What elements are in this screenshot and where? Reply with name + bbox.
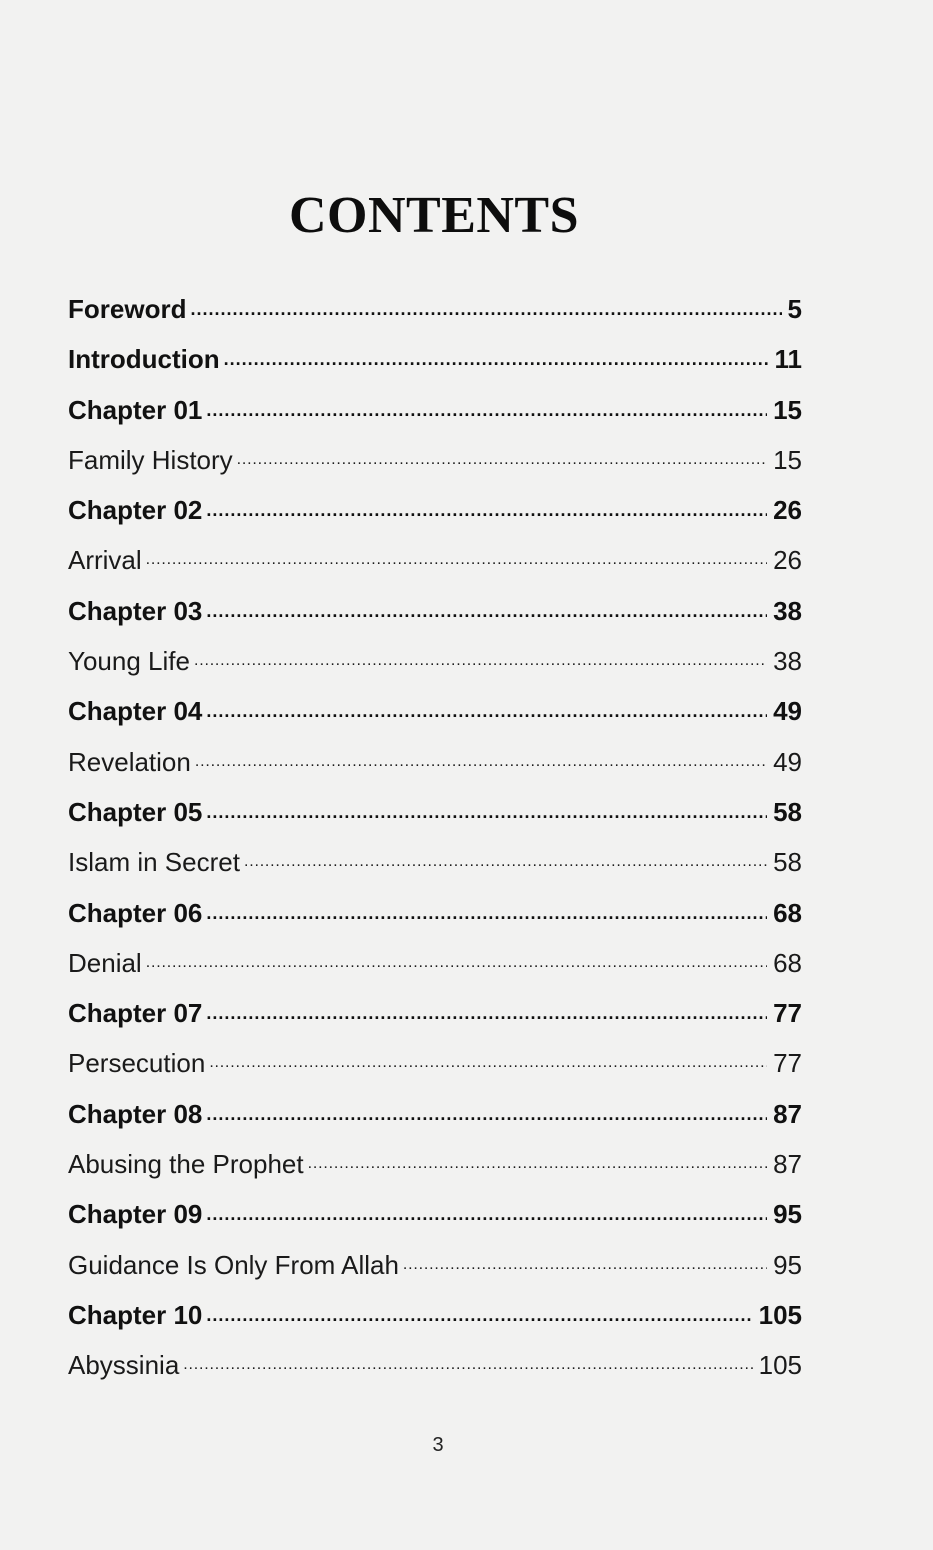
dot-leader [206, 1294, 752, 1324]
toc-entry-page-number: 68 [773, 897, 802, 928]
toc-entry-section [68, 539, 802, 589]
toc-entry-section [68, 841, 802, 891]
toc-entry-page-number: 87 [773, 1149, 802, 1180]
toc-entry-label: Chapter 03 [68, 595, 203, 626]
dot-leader [206, 992, 767, 1022]
dot-leader [308, 1143, 767, 1173]
dot-leader [206, 489, 767, 519]
toc-entry-label: Introduction [68, 344, 220, 375]
toc-entry-page-number: 105 [758, 1299, 802, 1330]
toc-entry-page-number: 38 [773, 595, 802, 626]
toc-entry-page-number: 105 [758, 1350, 802, 1381]
page-title: CONTENTS [288, 187, 580, 244]
toc-entry-page-number: 87 [773, 1098, 802, 1129]
toc-entry-page-number: 68 [773, 947, 802, 978]
toc-entry-section [68, 640, 802, 690]
dot-leader [146, 539, 767, 569]
toc-entry-page-number: 15 [773, 444, 802, 475]
toc-entry-label: Chapter 02 [68, 495, 203, 526]
toc-entry-page-number: 26 [773, 545, 802, 576]
toc-entry-page-number: 58 [773, 847, 802, 878]
toc-entry-chapter [68, 892, 802, 942]
dot-leader [237, 439, 767, 469]
toc-entry-label: Young Life [68, 646, 190, 677]
toc-entry-label: Islam in Secret [68, 847, 240, 878]
toc-entry-label: Persecution [68, 1048, 206, 1079]
toc-entry-page-number: 26 [773, 495, 802, 526]
toc-entry-page-number: 95 [773, 1249, 802, 1280]
dot-leader [206, 590, 767, 620]
toc-entry-label: Chapter 07 [68, 998, 203, 1029]
dot-leader [206, 690, 767, 720]
toc-entry-chapter [68, 1093, 802, 1143]
table-of-contents [68, 288, 802, 1395]
dot-leader [190, 288, 781, 318]
toc-entry-section [68, 439, 802, 489]
toc-entry-page-number: 77 [773, 1048, 802, 1079]
toc-entry-page-number: 77 [773, 998, 802, 1029]
dot-leader [146, 942, 767, 972]
dot-leader [206, 791, 767, 821]
toc-entry-page-number: 5 [787, 294, 802, 324]
toc-entry-label: Chapter 05 [68, 796, 203, 827]
toc-entry-chapter [68, 791, 802, 841]
toc-entry-section [68, 741, 802, 791]
toc-entry-page-number: 38 [773, 646, 802, 677]
dot-leader [195, 741, 767, 771]
toc-entry-chapter [68, 590, 802, 640]
toc-entry-section [68, 1143, 802, 1193]
toc-entry-page-number: 58 [773, 796, 802, 827]
toc-entry-label: Chapter 06 [68, 897, 203, 928]
toc-entry-label: Arrival [68, 545, 142, 576]
toc-entry-chapter [68, 389, 802, 439]
toc-entry-label: Chapter 01 [68, 394, 203, 425]
toc-entry-label: Abyssinia [68, 1350, 180, 1381]
dot-leader [206, 389, 767, 419]
toc-entry-chapter [68, 992, 802, 1042]
toc-entry-chapter [68, 1193, 802, 1243]
dot-leader [244, 841, 767, 871]
dot-leader [183, 1344, 752, 1374]
toc-entry-label: Chapter 09 [68, 1199, 203, 1230]
dot-leader [206, 1093, 767, 1123]
toc-entry-chapter [68, 288, 802, 338]
toc-entry-chapter [68, 1294, 802, 1344]
dot-leader [206, 1193, 767, 1223]
dot-leader [403, 1244, 767, 1274]
page-number: 3 [432, 1434, 444, 1456]
dot-leader [194, 640, 767, 670]
toc-entry-label: Denial [68, 947, 142, 978]
toc-entry-page-number: 95 [773, 1199, 802, 1230]
dot-leader [209, 1042, 767, 1072]
toc-entry-label: Chapter 08 [68, 1098, 203, 1129]
toc-entry-chapter [68, 489, 802, 539]
toc-entry-section [68, 1042, 802, 1092]
toc-entry-label: Family History [68, 444, 233, 475]
toc-entry-label: Chapter 10 [68, 1299, 203, 1330]
toc-entry-label: Guidance Is Only From Allah [68, 1249, 399, 1280]
toc-entry-chapter [68, 690, 802, 740]
toc-entry-section [68, 1244, 802, 1294]
toc-entry-label: Foreword [68, 294, 187, 324]
dot-leader [206, 892, 767, 922]
toc-entry-label: Chapter 04 [68, 696, 203, 727]
toc-entry-label: Abusing the Prophet [68, 1149, 304, 1180]
toc-entry-section [68, 942, 802, 992]
toc-entry-label: Revelation [68, 746, 191, 777]
dot-leader [224, 338, 769, 368]
toc-entry-chapter [68, 338, 802, 388]
toc-entry-page-number: 49 [773, 696, 802, 727]
toc-entry-section [68, 1344, 802, 1394]
toc-entry-page-number: 11 [774, 344, 802, 375]
toc-entry-page-number: 15 [773, 394, 802, 425]
toc-entry-page-number: 49 [773, 746, 802, 777]
